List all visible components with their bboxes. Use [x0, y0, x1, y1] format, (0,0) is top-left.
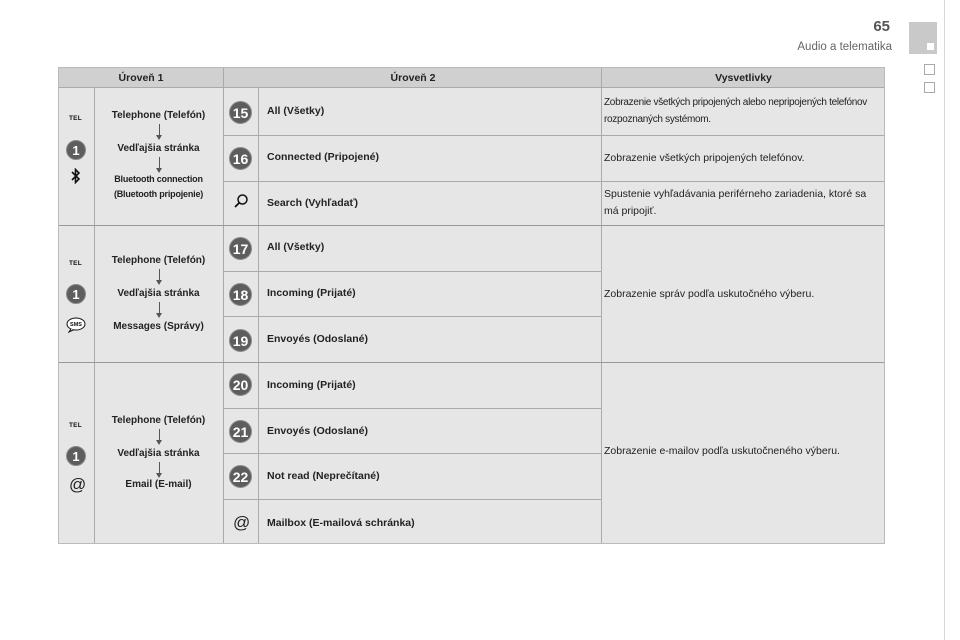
down-arrow-icon: [156, 302, 162, 318]
step-badge: 20: [229, 373, 252, 396]
at-icon: @: [69, 475, 87, 494]
step-badge: 18: [229, 283, 252, 306]
step-badge: 15: [229, 101, 252, 124]
level1-badge: 1: [66, 446, 86, 466]
tab-marker: [927, 43, 934, 50]
chapter-square-2: [924, 82, 935, 93]
description: Spustenie vyhľadávania periférneho zariadenia, ktoré sa má pripojiť.: [604, 188, 867, 217]
row-separator: [223, 499, 601, 500]
search-icon: [233, 193, 249, 214]
level2-label: All (Všetky): [267, 241, 325, 253]
column-header-level1: Úroveň 1: [118, 72, 164, 84]
row-separator: [223, 408, 601, 409]
level1-step: Email (E-mail): [125, 479, 192, 490]
level1-step: Telephone (Telefón): [111, 110, 206, 121]
sms-icon: [66, 317, 86, 338]
level1-badge: 1: [66, 284, 86, 304]
description: Zobrazenie e-mailov podľa uskutočneného výberu.: [604, 445, 840, 457]
level2-label: Envoyés (Odoslané): [267, 333, 368, 345]
level2-label: All (Všetky): [267, 105, 325, 117]
row-separator: [223, 453, 601, 454]
row-separator: [223, 316, 601, 317]
down-arrow-icon: [156, 462, 162, 478]
level1-badge: 1: [66, 140, 86, 160]
level2-label: Envoyés (Odoslané): [267, 425, 368, 437]
group-separator: [59, 362, 884, 363]
level1-step: Messages (Správy): [113, 321, 204, 332]
row-separator: [223, 135, 884, 136]
description: Zobrazenie všetkých pripojených telefónov.: [604, 152, 805, 164]
step-badge: 19: [229, 329, 252, 352]
menu-table: [58, 67, 885, 544]
tel-icon: TEL: [69, 260, 82, 267]
down-arrow-icon: [156, 157, 162, 173]
level1-step: Telephone (Telefón): [111, 255, 206, 266]
level2-label: Incoming (Prijaté): [267, 287, 356, 299]
level2-label: Mailbox (E-mailová schránka): [267, 517, 415, 529]
description: Zobrazenie správ podľa uskutočného výberu.: [604, 288, 815, 300]
level2-label: Not read (Neprečítané): [267, 470, 380, 482]
column-header-level2: Úroveň 2: [390, 72, 436, 84]
section-title: Audio a telematika: [797, 41, 892, 53]
at-icon: @: [233, 513, 251, 532]
bluetooth-icon: [71, 168, 81, 189]
level2-label: Incoming (Prijaté): [267, 379, 356, 391]
divider-level1: [223, 68, 224, 543]
level1-step: Vedľajšia stránka: [117, 288, 200, 299]
chapter-square-1: [924, 64, 935, 75]
row-separator: [223, 271, 601, 272]
level1-step: Vedľajšia stránka: [117, 143, 200, 154]
column-header-explanation: Vysvetlivky: [715, 72, 772, 84]
divider-level2: [601, 68, 602, 543]
step-badge: 22: [229, 465, 252, 488]
chapter-tab: [909, 22, 937, 54]
down-arrow-icon: [156, 429, 162, 445]
level1-step: Vedľajšia stránka: [117, 448, 200, 459]
table-header: [59, 68, 884, 88]
page-edge-line: [944, 0, 945, 640]
down-arrow-icon: [156, 124, 162, 140]
tel-icon: TEL: [69, 115, 82, 122]
row-separator: [223, 181, 884, 182]
level1-step: Telephone (Telefón): [111, 415, 206, 426]
step-badge: 17: [229, 237, 252, 260]
page-number: 65: [873, 18, 890, 35]
step-badge: 16: [229, 147, 252, 170]
description: Zobrazenie všetkých pripojených alebo nepripojených telefónov rozpoznaných systémom.: [604, 97, 867, 125]
group-separator: [59, 225, 884, 226]
svg-text:SMS: SMS: [70, 322, 82, 328]
divider-icon-column: [94, 88, 95, 543]
level1-step: Bluetooth connection (Bluetooth pripojenie): [113, 174, 204, 199]
tel-icon: TEL: [69, 422, 82, 429]
level2-label: Search (Vyhľadať): [267, 197, 358, 209]
level2-label: Connected (Pripojené): [267, 151, 380, 163]
step-badge: 21: [229, 420, 252, 443]
down-arrow-icon: [156, 269, 162, 285]
